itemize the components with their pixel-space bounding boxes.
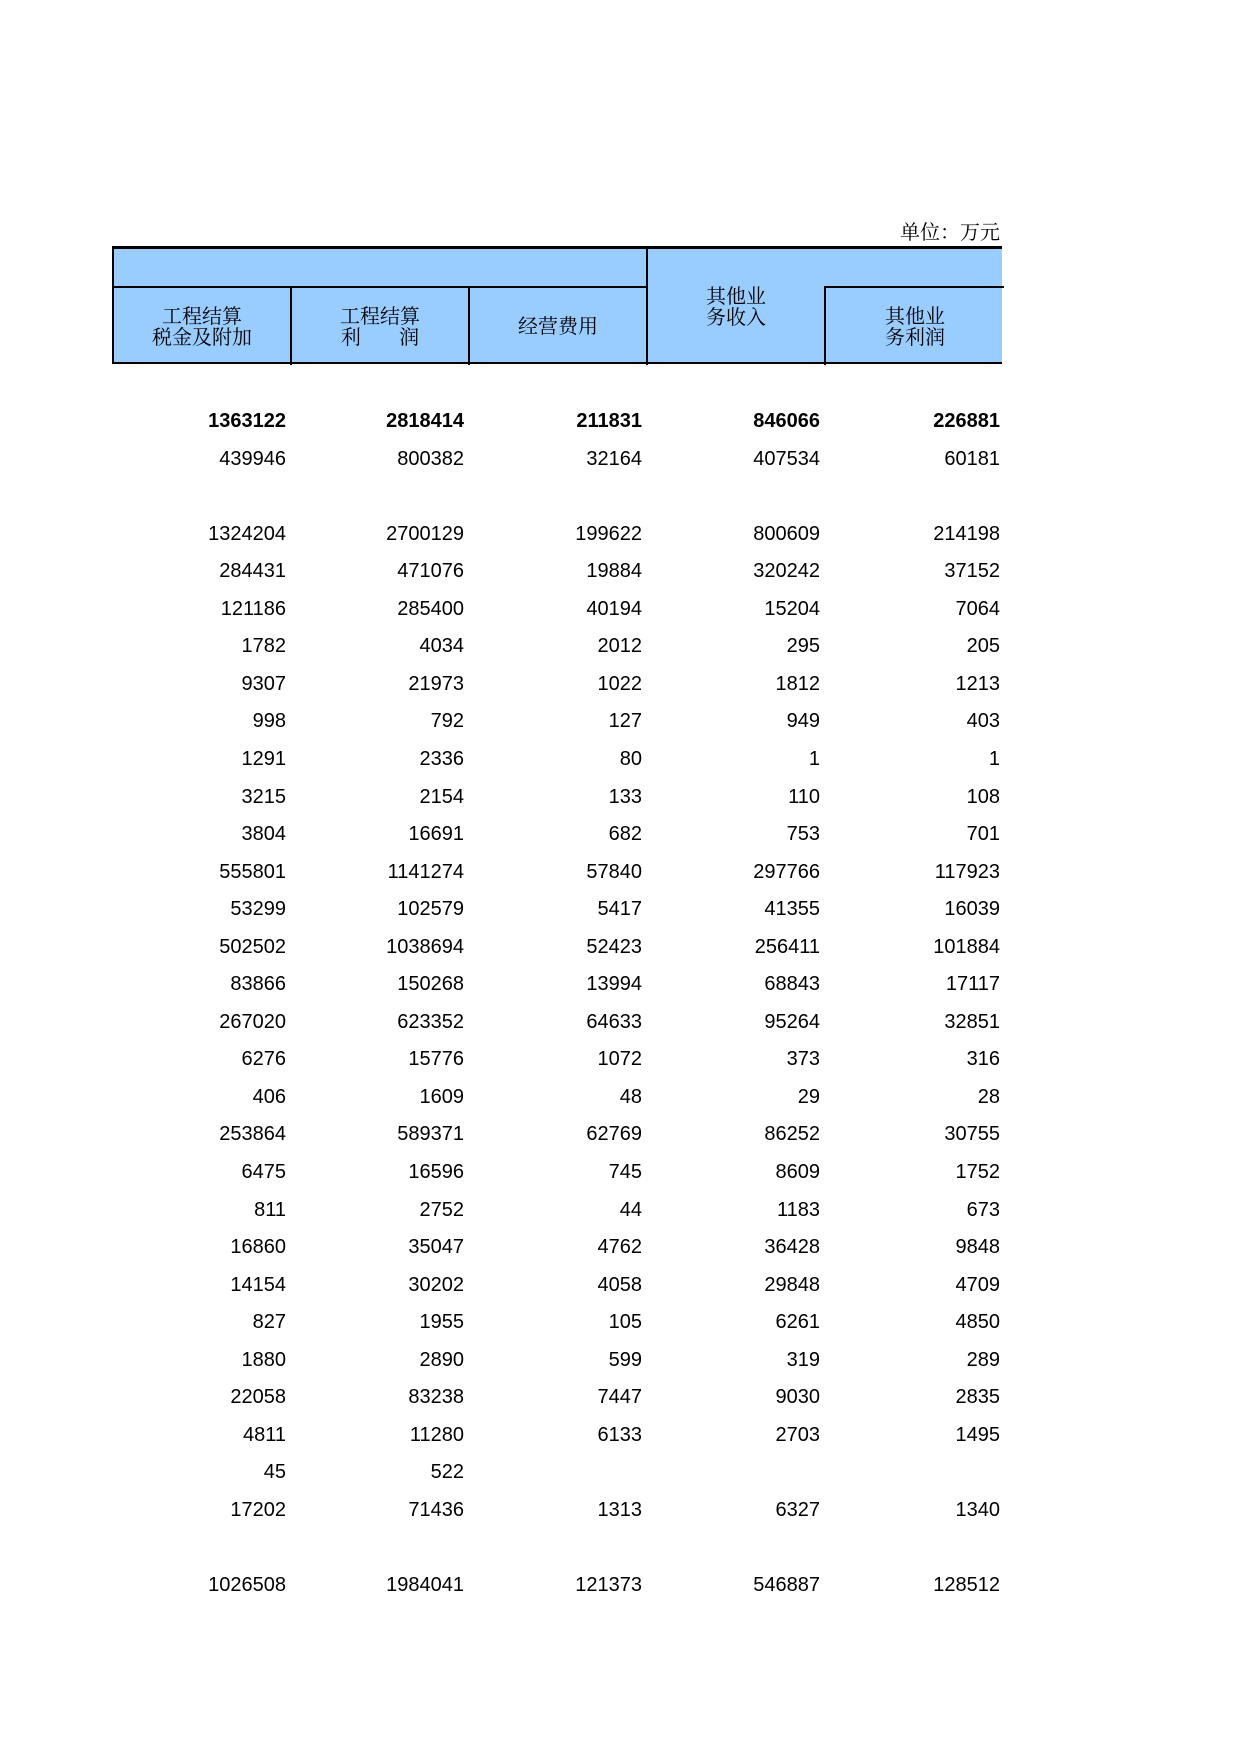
table-cell-col-5: 1752	[955, 1161, 1000, 1183]
table-cell-col-2: 16596	[408, 1161, 464, 1183]
table-cell-col-3: 32164	[586, 447, 642, 470]
table-cell-col-2: 71436	[408, 1498, 464, 1521]
table-cell-col-4: 9030	[775, 1386, 820, 1409]
table-cell-col-3: 6133	[597, 1423, 642, 1446]
table-row	[112, 857, 1002, 887]
table-cell-col-2: 35047	[408, 1236, 464, 1259]
table-cell-col-1: 267020	[219, 1010, 286, 1033]
table-cell-col-2: 1141274	[387, 860, 464, 883]
table-cell-col-2: 285400	[397, 597, 464, 620]
table-row	[112, 894, 1002, 924]
table-cell-col-5: 9848	[955, 1236, 1000, 1259]
table-cell-col-4: 36428	[764, 1236, 820, 1259]
table-row	[112, 556, 1002, 586]
table-cell-col-3: 4762	[597, 1236, 642, 1259]
table-cell-col-1: 439946	[219, 447, 286, 470]
table-cell-col-1: 502502	[219, 935, 286, 958]
table-cell-col-5: 30755	[944, 1123, 1000, 1146]
table-cell-col-1: 53299	[230, 898, 286, 921]
table-cell-col-3: 1072	[597, 1048, 642, 1071]
table-cell-col-5: 7064	[955, 597, 1000, 620]
table-row	[112, 1119, 1002, 1149]
table-cell-col-5	[830, 1457, 1000, 1487]
table-cell-col-1: 998	[252, 710, 286, 733]
table-cell-col-3: 745	[608, 1161, 642, 1183]
table-cell-col-2: 1955	[419, 1311, 464, 1334]
table-cell-col-5: 4709	[955, 1273, 1000, 1296]
table-cell-col-3: 5417	[597, 898, 642, 921]
table-cell-col-5: 403	[966, 710, 1000, 733]
table-cell-col-5: 108	[966, 785, 1000, 808]
table-cell-col-3: 80	[619, 747, 642, 770]
table-row	[112, 406, 1002, 436]
table-row	[112, 1495, 1002, 1525]
table-row	[112, 819, 1002, 849]
table-cell-col-5: 316	[966, 1048, 1000, 1071]
table-row	[112, 1382, 1002, 1412]
table-cell-col-1: 811	[254, 1198, 286, 1221]
table-cell-col-1: 121186	[220, 597, 286, 620]
table-cell-col-4: 29	[797, 1085, 820, 1108]
table-cell-col-2: 2890	[419, 1348, 464, 1371]
table-cell-col-2: 522	[430, 1461, 464, 1484]
table-cell-col-4: 846066	[753, 410, 820, 432]
table-cell-col-1: 16860	[230, 1236, 286, 1259]
table-cell-col-5: 214198	[933, 522, 1000, 545]
table-cell-col-2: 21973	[408, 672, 464, 695]
table-row	[112, 1570, 1002, 1600]
table-cell-col-3: 48	[619, 1085, 642, 1108]
table-cell-col-2: 1609	[419, 1085, 464, 1108]
table-row	[112, 744, 1002, 774]
table-cell-col-2: 2336	[419, 747, 464, 770]
table-cell-col-3: 19884	[586, 560, 642, 583]
table-cell-col-5: 289	[966, 1348, 1000, 1371]
table-cell-col-2: 1984041	[386, 1574, 464, 1597]
table-cell-col-1: 6475	[241, 1161, 286, 1183]
table-cell-col-2: 2752	[419, 1198, 464, 1221]
header-col-4: 其他业 务收入	[706, 284, 766, 329]
table-cell-col-3: 4058	[597, 1273, 642, 1296]
table-cell-col-3: 211831	[576, 410, 642, 432]
table-cell-col-4	[650, 1457, 820, 1487]
table-cell-col-3: 44	[619, 1198, 642, 1221]
table-cell-col-2: 792	[430, 710, 464, 733]
table-cell-col-2: 2154	[419, 785, 464, 808]
table-cell-col-4: 753	[786, 823, 820, 846]
table-row	[112, 519, 1002, 549]
table-cell-col-1: 9307	[241, 672, 286, 695]
table-cell-col-3: 1313	[597, 1498, 642, 1521]
table-cell-col-4: 297766	[753, 860, 820, 883]
table-cell-col-5: 4850	[955, 1311, 1000, 1334]
table-cell-col-4: 41355	[764, 898, 820, 921]
table-cell-col-5: 1213	[955, 672, 1000, 695]
table-row	[112, 1420, 1002, 1450]
table-cell-col-1: 1291	[241, 747, 286, 770]
table-cell-col-1: 17202	[230, 1498, 286, 1521]
table-row	[112, 1345, 1002, 1375]
table-cell-col-2: 623352	[397, 1010, 464, 1033]
table-row	[112, 1082, 1002, 1112]
table-cell-col-1: 253864	[219, 1123, 286, 1146]
table-cell-col-5: 1340	[955, 1498, 1000, 1521]
table-cell-col-4: 949	[786, 710, 820, 733]
table-cell-col-5: 117923	[934, 860, 1000, 883]
table-cell-col-1: 3215	[241, 785, 286, 808]
table-cell-col-3: 2012	[597, 635, 642, 658]
table-cell-col-5: 17117	[945, 973, 1000, 996]
table-cell-col-1: 3804	[241, 823, 286, 846]
table-cell-col-4: 546887	[753, 1574, 820, 1597]
table-cell-col-3: 121373	[575, 1574, 642, 1597]
table-row	[112, 1270, 1002, 1300]
header-col-3: 经营费用	[518, 314, 598, 338]
table-cell-col-1: 827	[252, 1311, 286, 1334]
table-row	[112, 782, 1002, 812]
table-cell-col-4: 1812	[775, 672, 820, 695]
table-cell-col-1: 1782	[241, 635, 286, 658]
table-cell-col-4: 110	[788, 785, 820, 808]
table-cell-col-2: 4034	[419, 635, 464, 658]
table-cell-col-5: 128512	[933, 1574, 1000, 1597]
table-cell-col-3: 64633	[586, 1010, 642, 1033]
table-row	[112, 1007, 1002, 1037]
table-cell-col-1: 22058	[230, 1386, 286, 1409]
table-cell-col-4: 407534	[753, 447, 820, 470]
table-cell-col-5: 1495	[955, 1423, 1000, 1446]
table-cell-col-2: 150268	[397, 973, 464, 996]
table-cell-col-3: 57840	[586, 860, 642, 883]
table-cell-col-2: 16691	[408, 823, 464, 846]
table-cell-col-4: 68843	[764, 973, 820, 996]
table-cell-col-1: 4811	[242, 1423, 286, 1446]
table-cell-col-5: 16039	[944, 898, 1000, 921]
table-cell-col-4: 373	[786, 1048, 820, 1071]
table-row	[112, 444, 1002, 474]
table-cell-col-4: 6261	[775, 1311, 820, 1334]
table-cell-col-5: 1	[988, 747, 1000, 770]
table-cell-col-3: 105	[608, 1311, 642, 1334]
table-cell-col-3	[472, 1457, 642, 1487]
table-cell-col-5: 101884	[933, 935, 1000, 958]
table-cell-col-3: 62769	[586, 1123, 642, 1146]
table-cell-col-4: 2703	[775, 1423, 820, 1446]
table-cell-col-4: 319	[786, 1348, 820, 1371]
table-row	[112, 1195, 1002, 1225]
table-cell-col-3: 52423	[586, 935, 642, 958]
table-row	[112, 1307, 1002, 1337]
table-cell-col-1: 1363122	[208, 410, 286, 432]
table-cell-col-3: 127	[608, 710, 642, 733]
unit-label: 单位：万元	[900, 220, 1000, 244]
table-cell-col-4: 8609	[775, 1161, 820, 1183]
table-cell-col-2: 15776	[408, 1048, 464, 1071]
table-cell-col-1: 284431	[219, 560, 286, 583]
table-cell-col-3: 682	[608, 823, 642, 846]
table-cell-col-5: 28	[977, 1085, 1000, 1108]
table-cell-col-4: 256411	[754, 935, 820, 958]
table-cell-col-4: 800609	[753, 522, 820, 545]
header-col-2: 工程结算 利 润	[340, 303, 420, 349]
table-cell-col-4: 86252	[764, 1123, 820, 1146]
table-cell-col-3: 199622	[575, 522, 642, 545]
table-cell-col-2: 2818414	[386, 410, 464, 432]
table-cell-col-3: 133	[608, 785, 642, 808]
table-cell-col-2: 2700129	[386, 522, 464, 545]
table-cell-col-3: 599	[608, 1348, 642, 1371]
table-cell-col-1: 1324204	[208, 522, 286, 545]
table-cell-col-2: 30202	[408, 1273, 464, 1296]
table-cell-col-5: 673	[966, 1198, 1000, 1221]
table-header	[112, 246, 1002, 364]
table-row	[112, 1044, 1002, 1074]
table-cell-col-5: 37152	[944, 560, 1000, 583]
table-cell-col-5: 226881	[933, 410, 1000, 432]
table-cell-col-2: 102579	[397, 898, 464, 921]
table-cell-col-1: 1026508	[208, 1574, 286, 1597]
table-cell-col-1: 555801	[219, 860, 286, 883]
table-row	[112, 669, 1002, 699]
table-cell-col-5: 2835	[955, 1386, 1000, 1409]
table-cell-col-1: 1880	[241, 1348, 286, 1371]
table-cell-col-1: 14154	[230, 1273, 286, 1296]
table-row	[112, 594, 1002, 624]
table-cell-col-3: 40194	[586, 597, 642, 620]
table-cell-col-2: 471076	[397, 560, 464, 583]
table-cell-col-2: 11280	[409, 1423, 464, 1446]
table-cell-col-1: 406	[252, 1085, 286, 1108]
table-cell-col-4: 95264	[764, 1010, 820, 1033]
table-cell-col-3: 7447	[597, 1386, 642, 1409]
table-cell-col-5: 60181	[944, 447, 1000, 470]
table-cell-col-4: 320242	[753, 560, 820, 583]
table-row	[112, 932, 1002, 962]
table-cell-col-5: 701	[966, 823, 1000, 846]
table-cell-col-2: 1038694	[386, 935, 464, 958]
table-cell-col-2: 589371	[397, 1123, 464, 1146]
table-cell-col-4: 15204	[764, 597, 820, 620]
table-cell-col-4: 29848	[764, 1273, 820, 1296]
table-cell-col-2: 83238	[408, 1386, 464, 1409]
table-cell-col-2: 800382	[397, 447, 464, 470]
table-cell-col-5: 205	[966, 635, 1000, 658]
table-cell-col-1: 45	[263, 1461, 286, 1484]
table-row	[112, 1232, 1002, 1262]
table-cell-col-1: 6276	[241, 1048, 286, 1071]
table-cell-col-4: 295	[786, 635, 820, 658]
table-cell-col-3: 1022	[597, 672, 642, 695]
table-cell-col-5: 32851	[944, 1010, 1000, 1033]
table-row	[112, 1157, 1002, 1187]
table-cell-col-3: 13994	[586, 973, 642, 996]
table-cell-col-1: 83866	[230, 973, 286, 996]
table-row	[112, 706, 1002, 736]
table-row	[112, 969, 1002, 999]
table-cell-col-4: 1183	[776, 1198, 820, 1221]
table-cell-col-4: 6327	[775, 1498, 820, 1521]
header-col-1: 工程结算 税金及附加	[152, 303, 252, 349]
header-col-5: 其他业 务利润	[885, 303, 945, 349]
table-row	[112, 631, 1002, 661]
table-row	[112, 1457, 1002, 1487]
table-cell-col-4: 1	[808, 747, 820, 770]
